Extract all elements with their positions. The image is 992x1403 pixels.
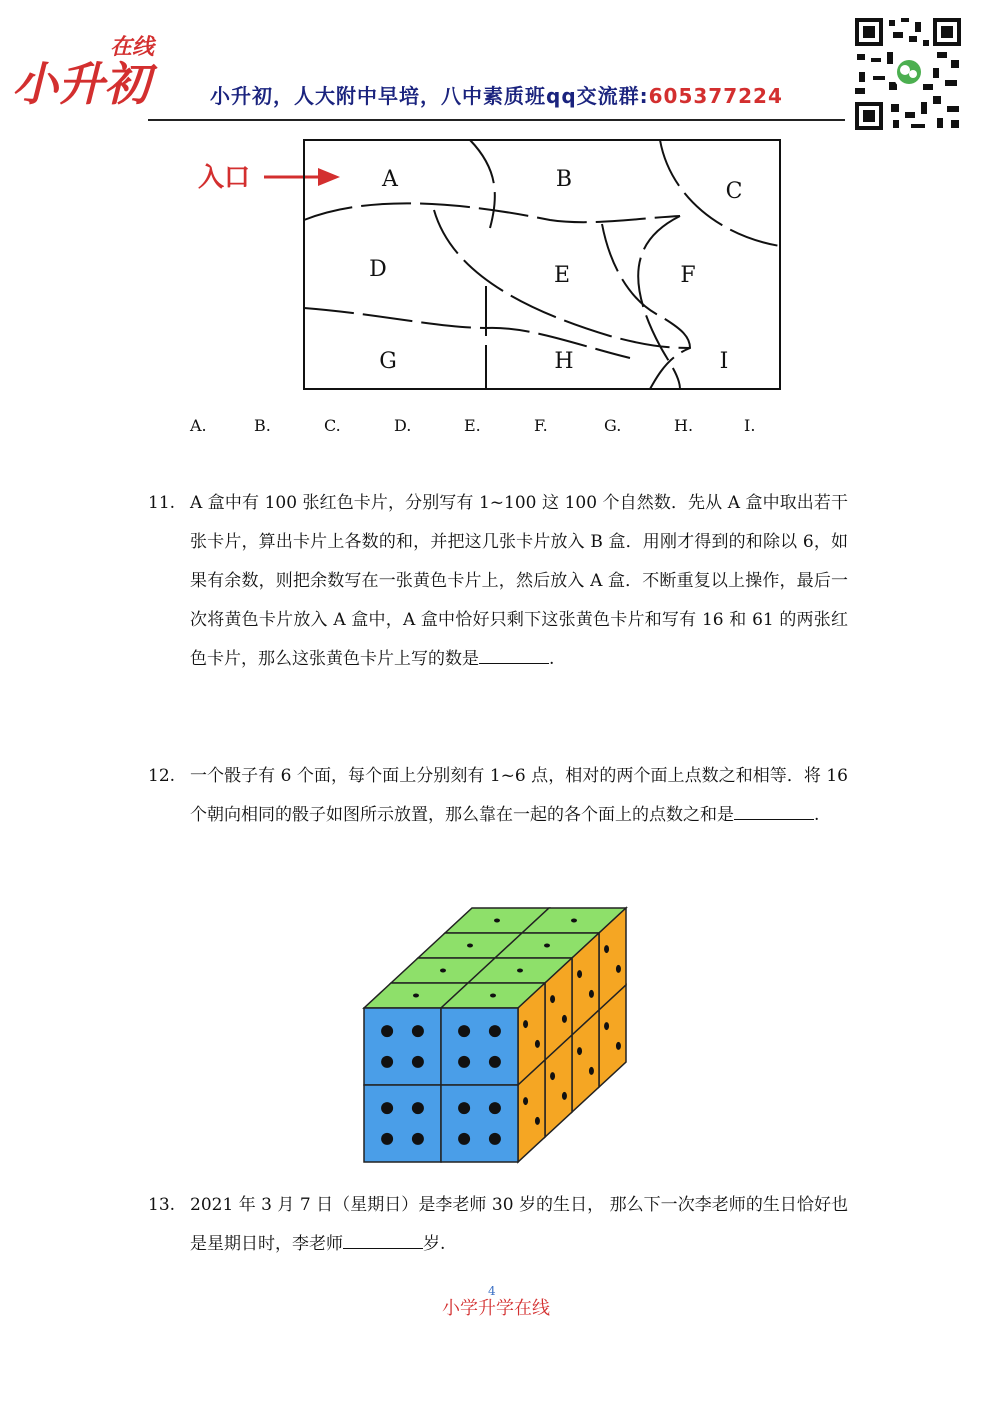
header-divider (148, 119, 845, 121)
die-front-face (364, 1008, 441, 1085)
die-pip (458, 1133, 470, 1145)
option-label: I. (744, 416, 756, 435)
option-label: B. (254, 416, 271, 435)
footer-text: 小学升学在线 (442, 1298, 550, 1319)
die-pip (616, 1042, 621, 1050)
die-pip (458, 1102, 470, 1114)
question-tail: 岁. (423, 1234, 446, 1254)
die-pip (550, 995, 555, 1003)
die-pip (381, 1102, 393, 1114)
die-pip (562, 1015, 567, 1023)
option-label: E. (464, 416, 481, 435)
die-pip (523, 1097, 528, 1105)
room-label: I (719, 349, 729, 374)
question-number: 13. (148, 1195, 176, 1215)
die-pip (523, 1020, 528, 1028)
die-pip (412, 1133, 424, 1145)
question-text: 一个骰子有 6 个面，每个面上分别刻有 1~6 点，相对的两个面上点数之和相等．将 16 个朝向相同的骰子如图所示放置，那么靠在一起的各个面上的点数之和是 (190, 766, 848, 825)
room-label: H (554, 349, 574, 374)
die-pip (544, 944, 550, 948)
die-pip (616, 965, 621, 973)
die-pip (381, 1056, 393, 1068)
die-pip (490, 994, 496, 998)
room-label: E (553, 263, 571, 288)
die-pip (604, 945, 609, 953)
header-title-text: 小升初，人大附中早培，八中素质班qq交流群: (210, 84, 649, 108)
question-tail: . (549, 649, 555, 669)
die-pip (489, 1133, 501, 1145)
question-number: 11. (148, 493, 176, 513)
die-pip (467, 944, 473, 948)
logo-text: 小升初 (12, 57, 150, 111)
answer-options (190, 416, 810, 438)
die-pip (412, 1102, 424, 1114)
die-pip (412, 1056, 424, 1068)
die-pip (458, 1056, 470, 1068)
die-pip (589, 1067, 594, 1075)
answer-blank (734, 802, 814, 820)
die-pip (413, 994, 419, 998)
room-label: B (555, 167, 573, 192)
maze-diagram (190, 136, 790, 396)
room-label: G (379, 349, 397, 374)
option-label: C. (324, 416, 341, 435)
die-pip (577, 1047, 582, 1055)
question-number: 12. (148, 766, 176, 786)
die-pip (381, 1133, 393, 1145)
page-number: 4 (488, 1284, 496, 1298)
die-pip (577, 970, 582, 978)
option-label: G. (604, 416, 622, 435)
question-tail: . (814, 805, 820, 825)
die-pip (535, 1040, 540, 1048)
die-pip (381, 1025, 393, 1037)
die-pip (489, 1025, 501, 1037)
die-front-face (441, 1085, 518, 1162)
die-pip (550, 1072, 555, 1080)
option-label: D. (394, 416, 412, 435)
question-text: A 盒中有 100 张红色卡片，分别写有 1~100 这 100 个自然数．先从 A 盒中取出若干张卡片，算出卡片上各数的和，并把这几张卡片放入 B 盒．用刚才得到的和除以 6，如果有余数，则把余数写在一张黄色卡片上，然后放入 A 盒．不断重复以上操作，最后一次将黄色卡片放入 A 盒中，A 盒中恰好只剩下这张黄色卡片和写有 16 和 61 的两张红色卡片，那么这张黄色卡片上写的数是 (190, 493, 848, 669)
die-pip (562, 1092, 567, 1100)
answer-blank (343, 1231, 423, 1249)
die-front-face (441, 1008, 518, 1085)
die-pip (535, 1117, 540, 1125)
die-pip (604, 1022, 609, 1030)
qr-code-icon (853, 16, 963, 132)
dice-stack-diagram (350, 890, 670, 1170)
entrance-arrow (264, 168, 340, 186)
header-title (210, 80, 783, 109)
die-front-face (364, 1085, 441, 1162)
die-pip (589, 990, 594, 998)
die-pip (489, 1056, 501, 1068)
logo-sub-text: 在线 (110, 35, 155, 60)
question-text: 2021 年 3 月 7 日（星期日）是李老师 30 岁的生日， 那么下一次李老师的生日恰好也是星期日时，李老师 (190, 1195, 848, 1254)
die-pip (412, 1025, 424, 1037)
answer-blank (479, 646, 549, 664)
room-label: D (369, 257, 387, 282)
room-label: A (382, 167, 398, 192)
room-label: C (725, 179, 743, 204)
entrance-label: 入口 (198, 163, 251, 193)
brand-logo (10, 22, 170, 112)
die-pip (494, 919, 500, 923)
die-pip (458, 1025, 470, 1037)
die-pip (571, 919, 577, 923)
option-label: A. (190, 416, 207, 435)
die-pip (440, 969, 446, 973)
option-label: F. (534, 416, 548, 435)
die-pip (489, 1102, 501, 1114)
option-label: H. (674, 416, 694, 435)
room-label: F (680, 263, 696, 288)
qq-number: 605377224 (648, 84, 783, 108)
die-pip (517, 969, 523, 973)
question-12 (148, 757, 848, 835)
question-11 (148, 484, 848, 679)
question-13 (148, 1186, 848, 1264)
maze-room-labels (369, 167, 742, 374)
